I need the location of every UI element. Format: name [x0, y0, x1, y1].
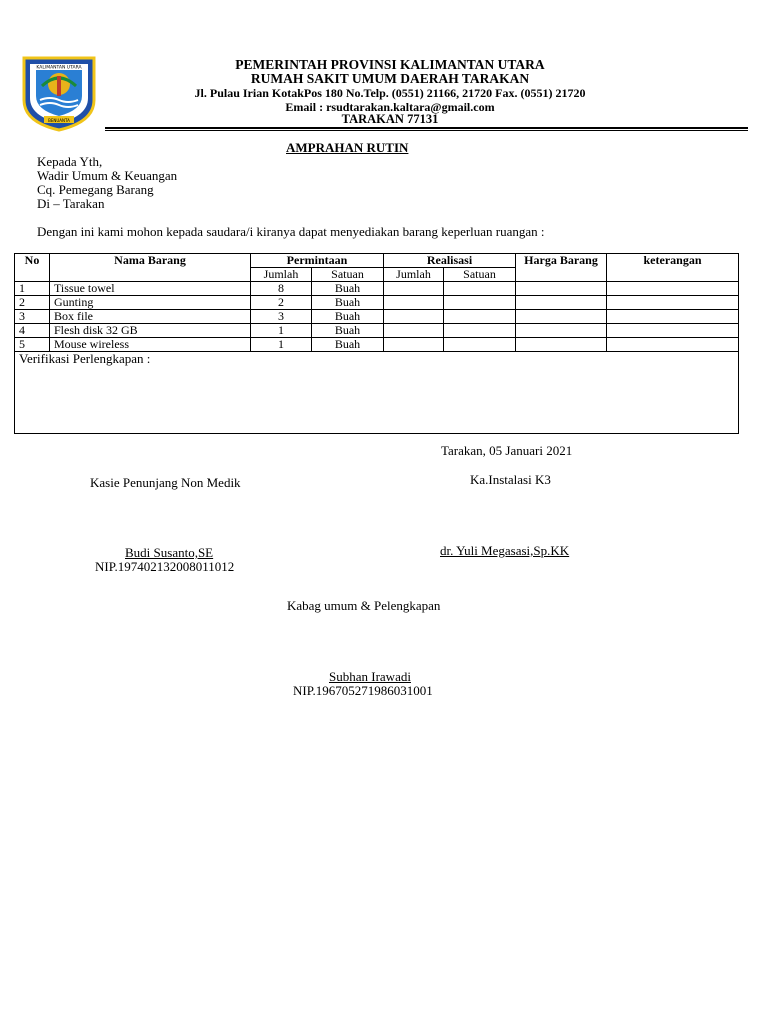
letter-date: Tarakan, 05 Januari 2021	[441, 443, 573, 458]
header-no: No	[15, 254, 50, 282]
cell-keterangan	[607, 282, 739, 296]
cell-keterangan	[607, 296, 739, 310]
cell-nama: Mouse wireless	[50, 338, 251, 352]
cell-realisasi-satuan	[444, 282, 516, 296]
cell-nama: Flesh disk 32 GB	[50, 324, 251, 338]
header-realisasi-jumlah: Jumlah	[384, 268, 444, 282]
cell-jumlah: 1	[251, 338, 312, 352]
cell-jumlah: 1	[251, 324, 312, 338]
table-row	[15, 338, 739, 352]
cell-no: 5	[15, 338, 50, 352]
cell-harga	[516, 296, 607, 310]
cell-jumlah: 3	[251, 310, 312, 324]
cell-satuan: Buah	[312, 324, 384, 338]
document-title: AMPRAHAN RUTIN	[286, 140, 409, 155]
cell-harga	[516, 338, 607, 352]
cell-nama: Gunting	[50, 296, 251, 310]
cell-satuan: Buah	[312, 296, 384, 310]
request-table	[14, 253, 739, 434]
header-hospital: RUMAH SAKIT UMUM DAERAH TARAKAN	[250, 71, 530, 86]
cell-harga	[516, 282, 607, 296]
recipient-line-2: Wadir Umum & Keuangan	[37, 168, 178, 183]
cell-satuan: Buah	[312, 282, 384, 296]
cell-nama: Tissue towel	[50, 282, 251, 296]
recipient-line-4: Di – Tarakan	[37, 196, 105, 211]
cell-harga	[516, 324, 607, 338]
cell-realisasi-jumlah	[384, 338, 444, 352]
recipient-line-3: Cq. Pemegang Barang	[37, 182, 154, 197]
header-permintaan-jumlah: Jumlah	[251, 268, 312, 282]
left-signer-role: Kasie Penunjang Non Medik	[90, 475, 241, 490]
cell-no: 2	[15, 296, 50, 310]
header-realisasi: Realisasi	[384, 254, 516, 268]
cell-realisasi-jumlah	[384, 310, 444, 324]
left-signer-name: Budi Susanto,SE	[125, 545, 214, 560]
cell-harga	[516, 310, 607, 324]
cell-realisasi-jumlah	[384, 282, 444, 296]
verification-cell: Verifikasi Perlengkapan :	[15, 352, 739, 434]
header-government: PEMERINTAH PROVINSI KALIMANTAN UTARA	[235, 57, 545, 72]
cell-realisasi-satuan	[444, 296, 516, 310]
right-signer-role: Ka.Instalasi K3	[470, 472, 551, 487]
center-signer-nip: NIP.196705271986031001	[293, 683, 433, 698]
left-signer-nip: NIP.197402132008011012	[95, 559, 235, 574]
cell-no: 1	[15, 282, 50, 296]
logo-bottom-text: BENUANTA	[48, 117, 70, 123]
header-realisasi-satuan: Satuan	[444, 268, 516, 282]
recipient-line-1: Kepada Yth,	[37, 154, 103, 169]
cell-keterangan	[607, 338, 739, 352]
cell-realisasi-satuan	[444, 324, 516, 338]
header-harga-barang: Harga Barang	[516, 254, 607, 282]
cell-jumlah: 2	[251, 296, 312, 310]
header-email: Email : rsudtarakan.kaltara@gmail.com	[285, 100, 495, 114]
cell-jumlah: 8	[251, 282, 312, 296]
cell-realisasi-satuan	[444, 338, 516, 352]
center-signer-name: Subhan Irawadi	[329, 669, 411, 684]
province-logo-icon	[20, 52, 98, 132]
header-permintaan: Permintaan	[251, 254, 384, 268]
center-signer-role: Kabag umum & Pelengkapan	[287, 598, 441, 613]
header-nama-barang: Nama Barang	[50, 254, 251, 282]
header-city: TARAKAN 77131	[341, 112, 439, 126]
verification-row	[15, 352, 739, 434]
cell-realisasi-satuan	[444, 310, 516, 324]
cell-keterangan	[607, 324, 739, 338]
table-header-row	[15, 254, 739, 268]
table-row	[15, 296, 739, 310]
cell-no: 3	[15, 310, 50, 324]
cell-nama: Box file	[50, 310, 251, 324]
logo-top-text: KALIMANTAN UTARA	[36, 65, 82, 71]
cell-realisasi-jumlah	[384, 296, 444, 310]
cell-satuan: Buah	[312, 310, 384, 324]
cell-keterangan	[607, 310, 739, 324]
cell-satuan: Buah	[312, 338, 384, 352]
intro-text: Dengan ini kami mohon kepada saudara/i kiranya dapat menyediakan barang keperluan ruangan :	[37, 224, 545, 239]
cell-realisasi-jumlah	[384, 324, 444, 338]
table-row	[15, 310, 739, 324]
header-divider-thin	[105, 130, 748, 131]
header-divider	[105, 127, 748, 129]
header-address: Jl. Pulau Irian KotakPos 180 No.Telp. (0551) 21166, 21720 Fax. (0551) 21720	[194, 86, 586, 100]
header-keterangan: keterangan	[607, 254, 739, 282]
right-signer-name: dr. Yuli Megasasi,Sp.KK	[440, 543, 570, 558]
table-row	[15, 324, 739, 338]
table-row	[15, 282, 739, 296]
header-permintaan-satuan: Satuan	[312, 268, 384, 282]
cell-no: 4	[15, 324, 50, 338]
